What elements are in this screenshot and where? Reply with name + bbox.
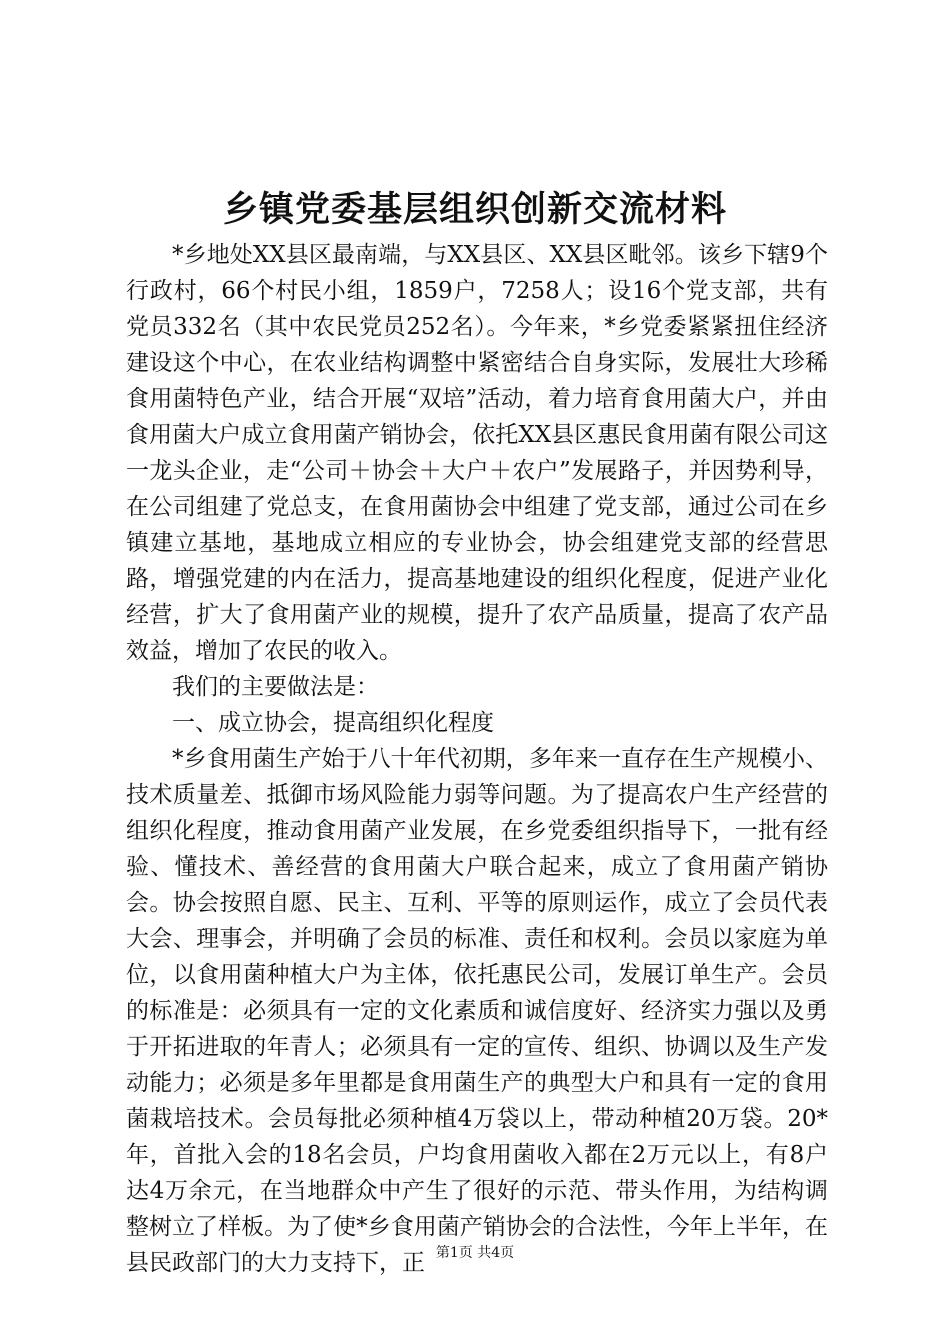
paragraph-intro: *乡地处XX县区最南端，与XX县区、XX县区毗邻。该乡下辖9个行政村，66个村民小组，1859户，7258人；设16个党支部，共有党员332名（其中农民党员252名）。今年来，*乡党委紧紧扭住经济建设这个中心，在农业结构调整中紧密结合自身实际，发展壮大珍稀食用菌特色产业，结合开展“双培”活动，着力培育食用菌大户，并由食用菌大户成立食用菌产销协会，依托XX县区惠民食用菌有限公司这一龙头企业，走“公司＋协会＋大户＋农户”发展路子，并因势利导，在公司组建了党总支，在食用菌协会中组建了党支部，通过公司在乡镇建立基地，基地成立相应的专业协会，协会组建党支部的经营思路，增强党建的内在活力，提高基地建设的组织化程度，促进产业化经营，扩大了食用菌产业的规模，提升了农产品质量，提高了农产品效益，增加了农民的收入。 (126, 242, 828, 664)
paragraph-methods-lead: 我们的主要做法是： (172, 674, 379, 700)
section-heading-1: 一、成立协会，提高组织化程度 (172, 710, 494, 736)
page-footer: 第1页 共4页 (435, 1245, 515, 1261)
document-body (126, 237, 828, 1281)
document-title: 乡镇党委基层组织创新交流材料 (222, 189, 727, 230)
paragraph-section-1: *乡食用菌生产始于八十年代初期，多年来一直存在生产规模小、技术质量差、抵御市场风险能力弱等问题。为了提高农户生产经营的组织化程度，推动食用菌产业发展，在乡党委组织指导下，一批有经验、懂技术、善经营的食用菌大户联合起来，成立了食用菌产销协会。协会按照自愿、民主、互利、平等的原则运作，成立了会员代表大会、理事会，并明确了会员的标准、责任和权利。会员以家庭为单位，以食用菌种植大户为主体，依托惠民公司，发展订单生产。会员的标准是：必须具有一定的文化素质和诚信度好、经济实力强以及勇于开拓进取的年青人；必须具有一定的宣传、组织、协调以及生产发动能力；必须是多年里都是食用菌生产的典型大户和具有一定的食用菌栽培技术。会员每批必须种植4万袋以上，带动种植20万袋。20*年，首批入会的18名会员，户均食用菌收入都在2万元以上，有8户达4万余元，在当地群众中产生了很好的示范、带头作用，为结构调整树立了样板。为了使*乡食用菌产销协会的合法性，今年上半年，在县民政部门的大力支持下，正 (126, 746, 828, 1276)
